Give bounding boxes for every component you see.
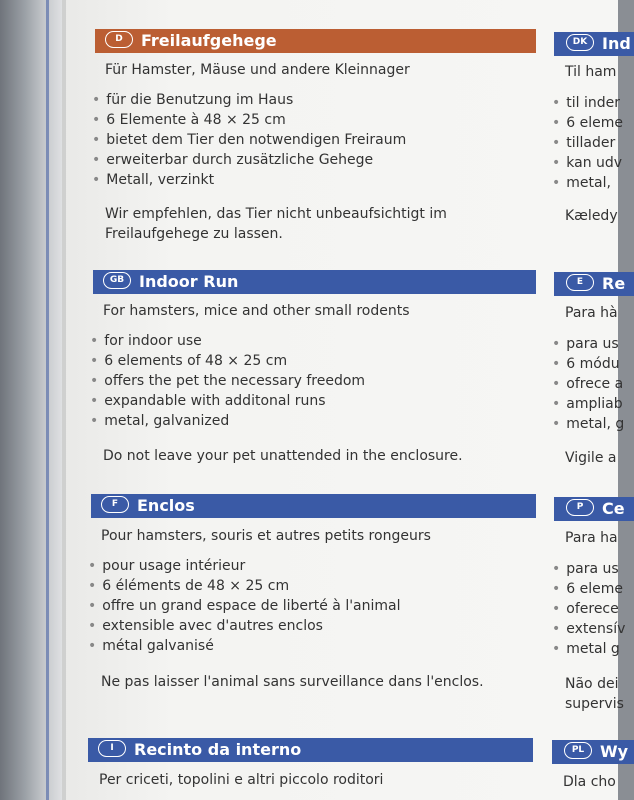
list-item: • para us	[552, 561, 619, 577]
list-item: • metal, g	[552, 416, 625, 432]
bullet-list	[552, 334, 624, 434]
list-item: • metal, galvanized	[90, 413, 230, 429]
section-header-pl	[552, 740, 634, 764]
section-subtitle: Til ham	[565, 64, 617, 80]
section-note: Wir empfehlen, das Tier nicht unbeaufsichtigt im Freilaufgehege zu lassen.	[105, 206, 447, 242]
section-title: Ind	[602, 34, 631, 53]
language-badge: DK	[566, 34, 594, 51]
list-item: • bietet dem Tier den notwendigen Freiraum	[92, 132, 407, 148]
section-header-gb	[93, 270, 536, 294]
list-item: • para us	[552, 336, 619, 352]
list-item: • extensív	[552, 621, 626, 637]
bullet-list	[552, 93, 623, 193]
section-note: Não dei supervis	[565, 676, 624, 712]
section-subtitle: Dla cho	[563, 774, 616, 790]
list-item: • 6 módu	[552, 356, 620, 372]
list-item: • ofrece a	[552, 376, 624, 392]
language-badge: F	[101, 496, 129, 513]
list-item: • kan udv	[552, 155, 623, 171]
page	[62, 0, 631, 800]
language-badge: GB	[103, 272, 131, 289]
list-item: • für die Benutzung im Haus	[92, 92, 294, 108]
list-item: • oferece	[552, 601, 619, 617]
section-title: Indoor Run	[139, 272, 239, 291]
section-subtitle: For hamsters, mice and other small rodents	[103, 303, 410, 319]
section-subtitle: Per criceti, topolini e altri piccolo roditori	[99, 772, 384, 788]
bullet-list	[552, 559, 625, 659]
bullet-list	[90, 331, 365, 431]
section-header-it	[88, 738, 533, 762]
bullet-list	[88, 556, 401, 656]
list-item: • 6 eleme	[552, 581, 623, 597]
list-item: • extensible avec d'autres enclos	[88, 618, 323, 634]
spine-line	[46, 0, 49, 800]
language-badge: I	[98, 740, 126, 757]
list-item: • métal galvanisé	[88, 638, 214, 654]
list-item: • 6 Elemente à 48 × 25 cm	[92, 112, 286, 128]
list-item: • 6 eleme	[552, 115, 623, 131]
list-item: • offers the pet the necessary freedom	[90, 373, 366, 389]
list-item: • for indoor use	[90, 333, 202, 349]
section-header-fr	[91, 494, 536, 518]
list-item: • expandable with additonal runs	[90, 393, 326, 409]
section-note: Kæledy	[565, 208, 618, 224]
section-title: Recinto da interno	[134, 740, 302, 759]
list-item: • Metall, verzinkt	[92, 172, 215, 188]
list-item: • metal g	[552, 641, 620, 657]
section-note: Vigile a	[565, 450, 617, 466]
section-header-pt	[554, 497, 634, 521]
section-note: Ne pas laisser l'animal sans surveillance dans l'enclos.	[101, 674, 484, 690]
list-item: • offre un grand espace de liberté à l'animal	[88, 598, 401, 614]
section-title: Enclos	[137, 496, 195, 515]
section-header-es	[554, 272, 634, 296]
section-header-dk	[554, 32, 634, 56]
binder-edge	[0, 0, 62, 800]
list-item: • ampliab	[552, 396, 623, 412]
list-item: • 6 éléments de 48 × 25 cm	[88, 578, 290, 594]
section-subtitle: Para hà	[565, 305, 618, 321]
list-item: • til inder	[552, 95, 621, 111]
language-badge: PL	[564, 742, 592, 759]
list-item: • pour usage intérieur	[88, 558, 246, 574]
section-subtitle: Para ha	[565, 530, 618, 546]
language-badge: E	[566, 274, 594, 291]
language-badge: D	[105, 31, 133, 48]
list-item: • erweiterbar durch zusätzliche Gehege	[92, 152, 374, 168]
section-note: Do not leave your pet unattended in the enclosure.	[103, 448, 463, 464]
language-badge: P	[566, 499, 594, 516]
section-subtitle: Pour hamsters, souris et autres petits rongeurs	[101, 528, 431, 544]
page-edge	[62, 0, 66, 800]
list-item: • metal,	[552, 175, 611, 191]
section-header-de	[95, 29, 536, 53]
list-item: • 6 elements of 48 × 25 cm	[90, 353, 288, 369]
section-title: Ce	[602, 499, 625, 518]
bullet-list	[92, 90, 406, 190]
list-item: • tillader	[552, 135, 616, 151]
section-subtitle: Für Hamster, Mäuse und andere Kleinnager	[105, 62, 410, 78]
section-title: Re	[602, 274, 626, 293]
section-title: Freilaufgehege	[141, 31, 277, 50]
section-title: Wy	[600, 742, 629, 761]
